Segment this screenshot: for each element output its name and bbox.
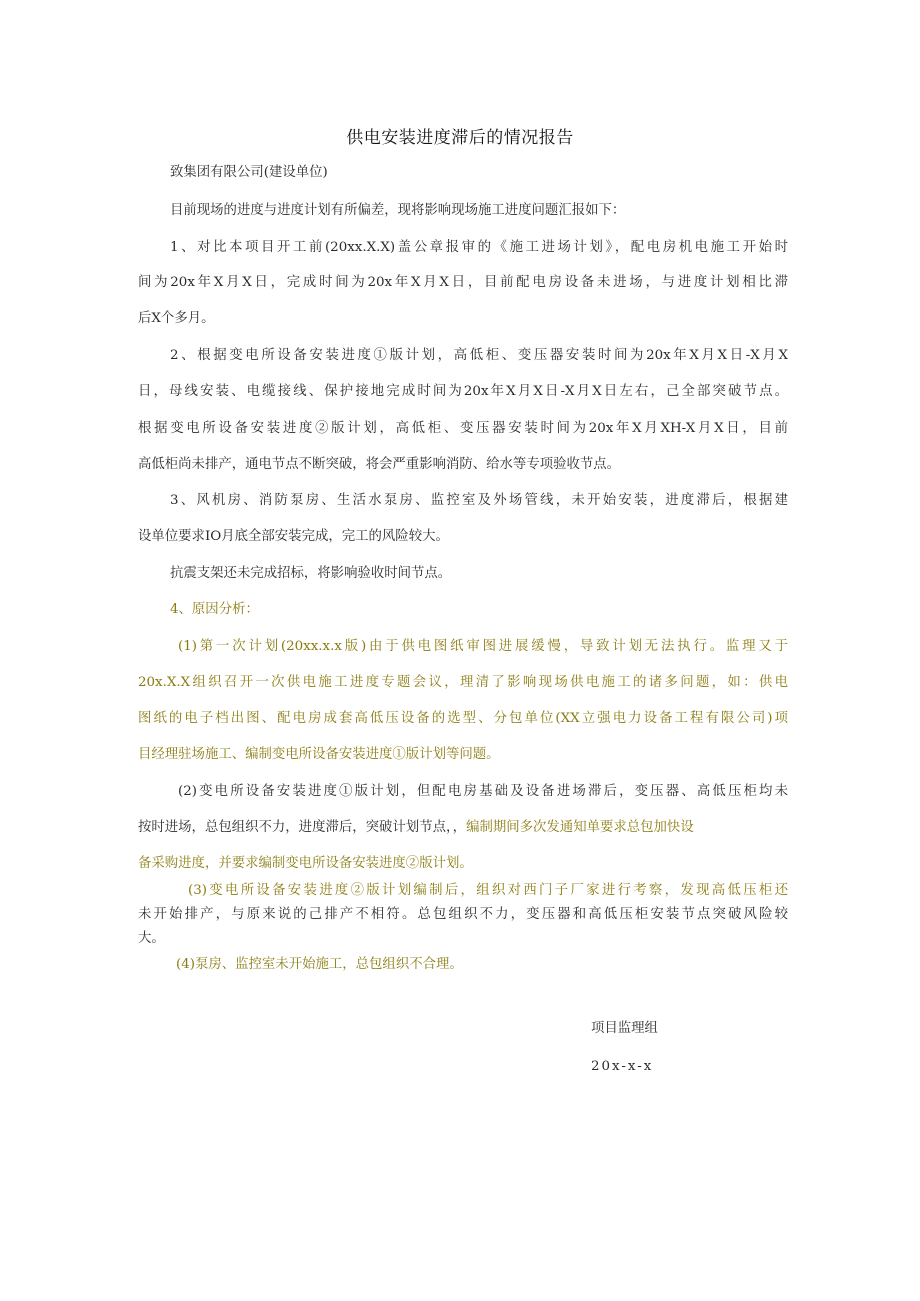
signature-date: 20x-x-x [591, 1059, 654, 1074]
item2-line: 2、根据变电所设备安装进度①版计划，高低柜、变压器安装时间为20x年X月X日-X月X [170, 348, 788, 363]
item3-line: 设单位要求IO月底全部安装完成，完工的风险较大。 [138, 529, 449, 544]
cause3-line: 未开始排产，与原来说的己排产不相符。总包组织不力，变压器和高低压柜安装节点突破风险较 [138, 907, 788, 922]
item1-line: 间为20x年X月X日，完成时间为20x年X月X日，目前配电房设备未进场，与进度计划相比滞 [138, 275, 788, 290]
cause2-line-part-highlight: 编制期间多次发通知单要求总包加快设 [466, 820, 694, 835]
cause1-line: 20x.X.X组织召开一次供电施工进度专题会议，理清了影响现场供电施工的诸多问题，如：供电 [138, 675, 788, 690]
cause2-line [138, 818, 788, 838]
cause1-line: 目经理驻场施工、编制变电所设备安装进度①版计划等问题。 [138, 747, 500, 762]
item1-line: 后X个多月。 [138, 311, 215, 326]
cause3-line: 大。 [138, 931, 165, 946]
signature-org: 项目监理组 [591, 1021, 658, 1036]
item2-line: 高低柜尚未排产，通电节点不断突破，将会严重影响消防、给水等专项验收节点。 [138, 457, 621, 472]
item4-heading: 4、原因分析： [170, 602, 259, 617]
item2-line: 日，母线安装、电缆接线、保护接地完成时间为20x年X月X日-X月X日左右，己全部突破节点。 [138, 384, 788, 399]
cause1-line: (1)第一次计划(20xx.x.x版)由于供电图纸审图进展缓慢，导致计划无法执行。监理又于 [178, 639, 788, 654]
cause2-line: 备采购进度，并要求编制变电所设备安装进度②版计划。 [138, 856, 473, 871]
cause4-line: (4)泵房、监控室未开始施工，总包组织不合理。 [176, 957, 463, 972]
cause1-line: 图纸的电子档出图、配电房成套高低压设备的选型、分包单位(XX立强电力设备工程有限公司)项 [138, 711, 788, 726]
cause3-line-text: (3)变电所设备安装进度②版计划编制后，组织对西门子厂家进行考察，发现高低压柜还 [188, 883, 788, 898]
item3-line: 3、风机房、消防泵房、生活水泵房、监控室及外场管线，未开始安装，进度滞后，根据建 [170, 493, 788, 508]
cause2-line: (2)变电所设备安装进度①版计划，但配电房基础及设备进场滞后，变压器、高低压柜均未 [178, 784, 788, 799]
item1-line: 1、对比本项目开工前(20xx.X.X)盖公章报审的《施工进场计划》，配电房机电施工开始时 [170, 240, 788, 255]
cause3-line [188, 881, 788, 901]
report-title: 供电安装进度滞后的情况报告 [346, 128, 574, 148]
cause2-line-part: 按时进场，总包组织不力，进度滞后，突破计划节点，， [138, 820, 467, 835]
recipient-line: 致集团有限公司(建设单位) [170, 165, 328, 180]
seismic-note: 抗震支架还未完成招标，将影响验收时间节点。 [170, 566, 452, 581]
intro-paragraph: 目前现场的进度与进度计划有所偏差，现将影响现场施工进度问题汇报如下： [170, 203, 626, 218]
item2-line: 根据变电所设备安装进度②版计划，高低柜、变压器安装时间为20x年X月XH-X月X日，目前 [138, 421, 788, 436]
